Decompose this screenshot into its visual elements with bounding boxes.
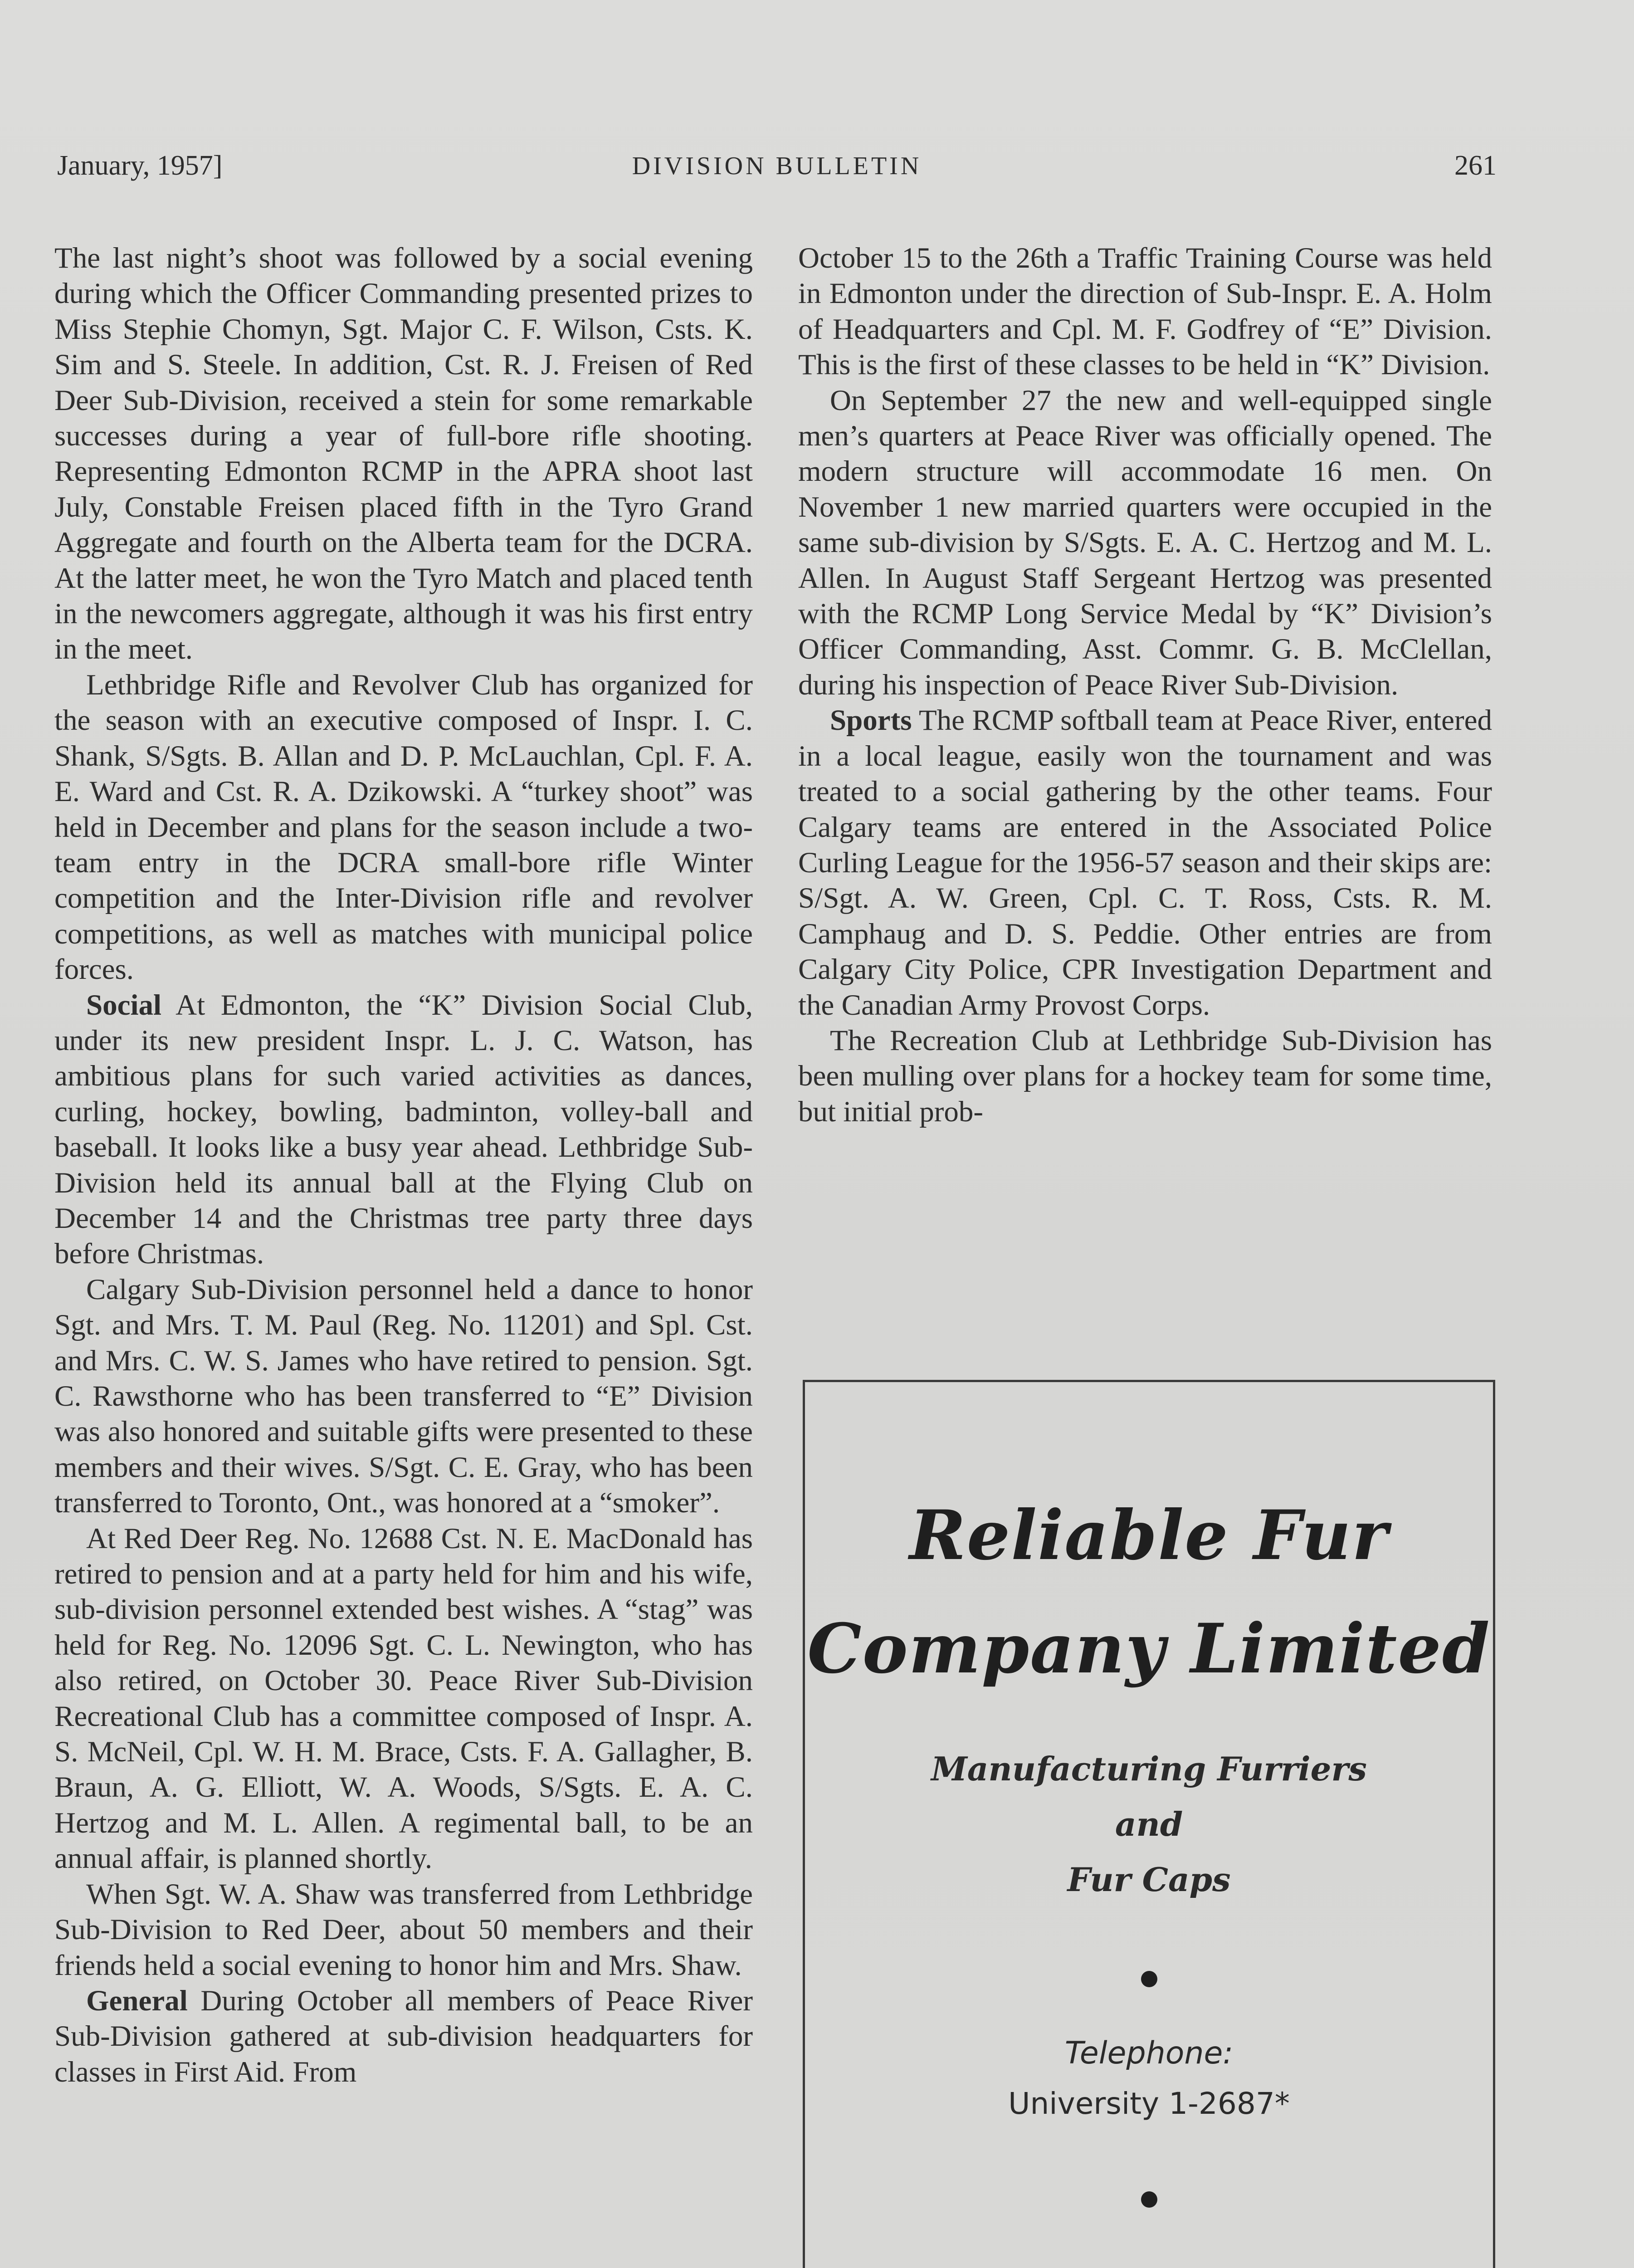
paragraph <box>54 1983 753 2090</box>
paragraph-text: On September 27 the new and well-equipped single men’s quarters at Peace River was officially opened. The modern structure will accommodate 16 men. On November 1 new married quarters were occupied in the same sub-division by S/Sgts. E. A. C. Hertzog and M. L. Allen. In August Staff Sergeant Hertzog was presented with the RCMP Long Service Medal by “K” Division’s Officer Commanding, Asst. Commr. G. B. McClellan, during his inspection of Peace River Sub-Division. <box>798 384 1492 701</box>
paragraph <box>798 383 1492 703</box>
paragraph-text: The Recreation Club at Lethbridge Sub-Division has been mulling over plans for a hockey team for some time, but initial prob- <box>798 1024 1492 1128</box>
publication-title: DIVISION BULLETIN <box>632 152 922 180</box>
running-header <box>57 150 1497 191</box>
issue-date: January, 1957] <box>57 150 223 181</box>
run-in-heading: Sports <box>830 704 912 737</box>
ad-company-name-line1: Reliable Fur <box>909 1496 1389 1575</box>
bullet-dot-icon <box>1141 1971 1157 1987</box>
right-column <box>798 240 1492 1129</box>
paragraph <box>798 703 1492 1023</box>
advertisement-box <box>803 1380 1495 2268</box>
paragraph-text: At Red Deer Reg. No. 12688 Cst. N. E. MacDonald has retired to pension and at a party held for him and his wife, sub-division personnel extended best wishes. A “stag” was held for Reg. No. 12096 Sgt. C. L. Newington, who has also retired, on October 30. Peace River Sub-Division Recreational Club has a committee composed of Inspr. A. S. McNeil, Cpl. W. H. M. Brace, Csts. F. A. Gallagher, B. Braun, A. G. Elliott, W. A. Woods, S/Sgts. E. A. C. Hertzog and M. L. Allen. A regimental ball, to be an annual affair, is planned shortly. <box>54 1522 753 1875</box>
paragraph-text: Lethbridge Rifle and Revolver Club has organized for the season with an executive composed of Inspr. I. C. Shank, S/Sgts. B. Allan and D. P. McLauchlan, Cpl. F. A. E. Ward and Cst. R. A. Dzikowski. A “turkey shoot” was held in December and plans for the season include a two-team entry in the DCRA small-bore rifle Winter competition and the Inter-Division rifle and revolver competitions, as well as matches with municipal police forces. <box>54 668 753 986</box>
paragraph-text: Calgary Sub-Division personnel held a dance to honor Sgt. and Mrs. T. M. Paul (Reg. No. 11201) and Spl. Cst. and Mrs. C. W. S. James who have retired to pension. Sgt. C. Rawsthorne who has been transferred to “E” Division was also honored and suitable gifts were presented to these members and their wives. S/Sgt. C. E. Gray, who has been transferred to Toronto, Ont., was honored at a “smoker”. <box>54 1273 753 1520</box>
paragraph <box>798 240 1492 383</box>
ad-telephone-number: University 1-2687* <box>1008 2086 1290 2121</box>
paragraph <box>54 1877 753 1983</box>
paragraph <box>54 987 753 1272</box>
ad-company-name-line2: Company Limited <box>807 1609 1491 1689</box>
paragraph-text: During October all members of Peace River Sub-Division gathered at sub-division headquarters for classes in First Aid. From <box>54 1984 753 2088</box>
paragraph-text: When Sgt. W. A. Shaw was transferred from Lethbridge Sub-Division to Red Deer, about 50 members and their friends held a social evening to honor him and Mrs. Shaw. <box>54 1877 753 1982</box>
paragraph <box>54 1521 753 1877</box>
paragraph-text: October 15 to the 26th a Traffic Training Course was held in Edmonton under the direction of Sub-Inspr. E. A. Holm of Headquarters and Cpl. M. F. Godfrey of “E” Division. This is the first of these classes to be held in “K” Division. <box>798 242 1492 381</box>
paragraph-text: The last night’s shoot was followed by a social evening during which the Officer Commanding presented prizes to Miss Stephie Chomyn, Sgt. Major C. F. Wilson, Csts. K. Sim and S. Steele. In addition, Cst. R. J. Freisen of Red Deer Sub-Division, received a stein for some remarkable successes during a year of full-bore rifle shooting. Representing Edmonton RCMP in the APRA shoot last July, Constable Freisen placed fifth in the Tyro Grand Aggregate and fourth on the Alberta team for the DCRA. At the latter meet, he won the Tyro Match and placed tenth in the newcomers aggregate, although it was his first entry in the meet. <box>54 242 753 666</box>
paragraph <box>54 667 753 987</box>
ad-tagline-line3: Fur Caps <box>1067 1860 1231 1899</box>
paragraph-text: At Edmonton, the “K” Division Social Club, under its new president Inspr. L. J. C. Watson, has ambitious plans for such varied activities as dances, curling, hockey, bowling, badminton, volley-ball and baseball. It looks like a busy year ahead. Lethbridge Sub-Division held its annual ball at the Flying Club on December 14 and the Christmas tree party three days before Christmas. <box>54 988 753 1271</box>
paragraph-text: The RCMP softball team at Peace River, entered in a local league, easily won the tournament and was treated to a social gathering by the other teams. Four Calgary teams are entered in the Associated Police Curling League for the 1956-57 season and their skips are: S/Sgt. A. W. Green, Cpl. C. T. Ross, Csts. R. M. Camphaug and D. S. Peddie. Other entries are from Calgary City Police, CPR Investigation Department and the Canadian Army Provost Corps. <box>798 704 1492 1022</box>
left-column <box>54 240 753 2090</box>
ad-tagline-line1: Manufacturing Furriers <box>931 1750 1367 1788</box>
bullet-dot-icon <box>1141 2191 1157 2208</box>
run-in-heading: Social <box>86 988 162 1022</box>
paragraph <box>54 240 753 667</box>
paragraph <box>54 1272 753 1521</box>
page-number: 261 <box>1454 150 1497 181</box>
run-in-heading: General <box>86 1984 188 2017</box>
paragraph <box>798 1023 1492 1129</box>
ad-telephone-label: Telephone: <box>1064 2035 1234 2071</box>
ad-tagline-line2: and <box>1115 1805 1183 1843</box>
